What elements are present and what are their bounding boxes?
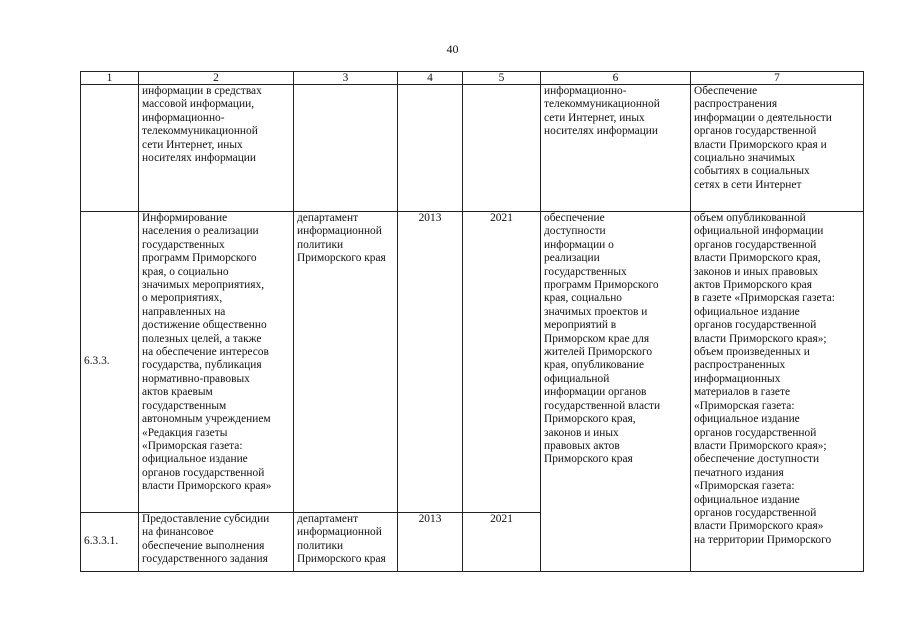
header-col-5: 5	[463, 72, 541, 85]
indicator-cell: объем опубликованной официальной информации органов государственной власти Приморского края, законов и иных правовых актов Приморского края в газете «Приморская газета: официальное издание органов государственной власти Приморского края»; объем произведенных и распространенных информационных материалов в газете «Приморская газета: официальное издание органов государственной власти Приморского края»; обеспечение доступности печатного издания «Приморская газета: официальное издание органов государственной власти Приморского края» на территории Приморского	[691, 212, 864, 572]
row-number	[81, 85, 139, 212]
start-year-cell	[398, 85, 463, 212]
header-col-6: 6	[541, 72, 691, 85]
result-cell: информационно- телекоммуникационной сети Интернет, иных носителях информации	[541, 85, 691, 212]
measures-table	[80, 71, 864, 572]
indicator-cell: Обеспечение распространения информации о деятельности органов государственной власти Приморского края и социально значимых событиях в социальных сетях в сети Интернет	[691, 85, 864, 212]
end-year-cell	[463, 85, 541, 212]
page-number: 40	[446, 42, 459, 56]
start-year-cell: 2013	[398, 212, 463, 513]
header-col-1: 1	[81, 72, 139, 85]
header-col-2: 2	[139, 72, 294, 85]
executor-cell: департамент информационной политики Приморского края	[294, 513, 398, 572]
header-col-7: 7	[691, 72, 864, 85]
table-row	[81, 212, 864, 513]
header-row	[81, 72, 864, 85]
header-col-4: 4	[398, 72, 463, 85]
end-year-cell: 2021	[463, 212, 541, 513]
measure-cell: информации в средствах массовой информации, информационно- телекоммуникационной сети Интернет, иных носителях информации	[139, 85, 294, 212]
row-number: 6.3.3.1.	[81, 513, 139, 572]
executor-cell	[294, 85, 398, 212]
start-year-cell: 2013	[398, 513, 463, 572]
end-year-cell: 2021	[463, 513, 541, 572]
result-cell: обеспечение доступности информации о реализации государственных программ Приморского края, социально значимых проектов и мероприятий в Приморском крае для жителей Приморского края, опубликование официальной информации органов государственной власти Приморского края, законов и иных правовых актов Приморского края	[541, 212, 691, 572]
executor-cell: департамент информационной политики Приморского края	[294, 212, 398, 513]
row-number: 6.3.3.	[81, 212, 139, 513]
table-row	[81, 85, 864, 212]
measure-cell: Информирование населения о реализации государственных программ Приморского края, о социально значимых мероприятиях, о мероприятиях, направленных на достижение общественно полезных целей, а также на обеспечение интересов государства, публикация нормативно-правовых актов краевым государственным автономным учреждением «Редакция газеты «Приморская газета: официальное издание органов государственной власти Приморского края»	[139, 212, 294, 513]
measure-cell: Предоставление субсидии на финансовое обеспечение выполнения государственного задания	[139, 513, 294, 572]
header-col-3: 3	[294, 72, 398, 85]
